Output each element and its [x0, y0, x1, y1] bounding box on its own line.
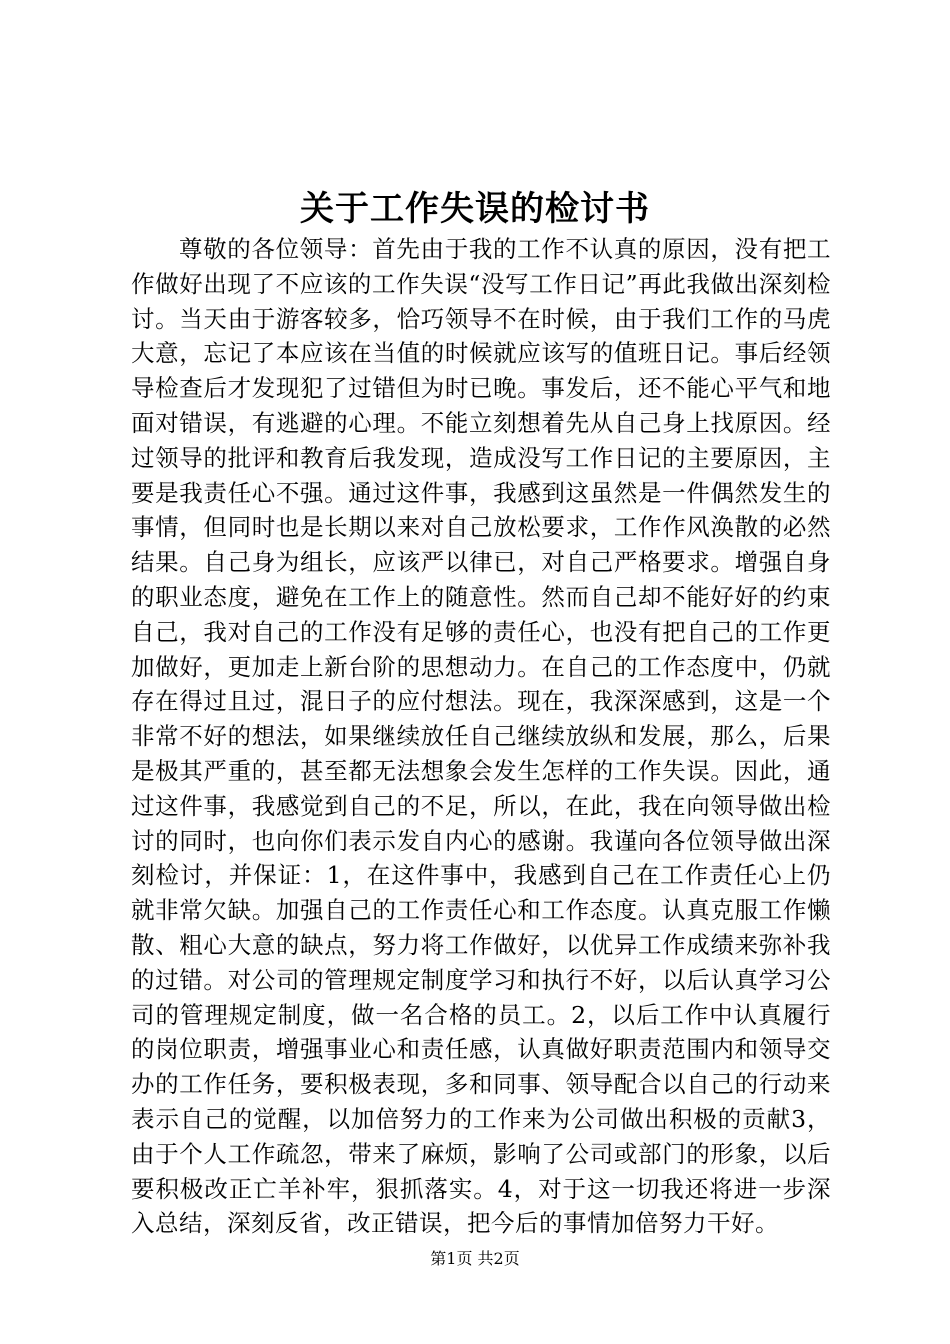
document-title: 关于工作失误的检讨书	[300, 189, 650, 229]
page-number-footer: 第1页 共2页	[430, 1249, 520, 1268]
document-body-paragraph: 尊敬的各位领导：首先由于我的工作不认真的原因，没有把工作做好出现了不应该的工作失误“没写工作日记”再此我做出深刻检讨。当天由于游客较多，恰巧领导不在时候，由于我们工作的马虎大意，忘记了本应该在当值的时候就应该写的值班日记。事后经领导检查后才发现犯了过错但为时已晚。事发后，还不能心平气和地面对错误，有逃避的心理。不能立刻想着先从自己身上找原因。经过领导的批评和教育后我发现，造成没写工作日记的主要原因，主要是我责任心不强。通过这件事，我感到这虽然是一件偶然发生的事情，但同时也是长期以来对自己放松要求，工作作风涣散的必然结果。自己身为组长，应该严以律已，对自己严格要求。增强自身的职业态度，避免在工作上的随意性。然而自己却不能好好的约束自己，我对自己的工作没有足够的责任心，也没有把自己的工作更加做好，更加走上新台阶的思想动力。在自己的工作态度中，仍就存在得过且过，混日子的应付想法。现在，我深深感到，这是一个非常不好的想法，如果继续放任自己继续放纵和发展，那么，后果是极其严重的，甚至都无法想象会发生怎样的工作失误。因此，通过这件事，我感觉到自己的不足，所以，在此，我在向领导做出检讨的同时，也向你们表示发自内心的感谢。我谨向各位领导做出深刻检讨，并保证：1，在这件事中，我感到自己在工作责任心上仍就非常欠缺。加强自己的工作责任心和工作态度。认真克服工作懒散、粗心大意的缺点，努力将工作做好，以优异工作成绩来弥补我的过错。对公司的管理规定制度学习和执行不好，以后认真学习公司的管理规定制度，做一名合格的员工。2，以后工作中认真履行的岗位职责，增强事业心和责任感，认真做好职责范围内和领导交办的工作任务，要积极表现，多和同事、领导配合以自己的行动来表示自己的觉醒，以加倍努力的工作来为公司做出积极的贡献3，由于个人工作疏忽，带来了麻烦，影响了公司或部门的形象，以后要积极改正亡羊补牢，狠抓落实。4，对于这一切我还将进一步深入总结，深刻反省，改正错误，把今后的事情加倍努力干好。	[131, 235, 831, 1238]
